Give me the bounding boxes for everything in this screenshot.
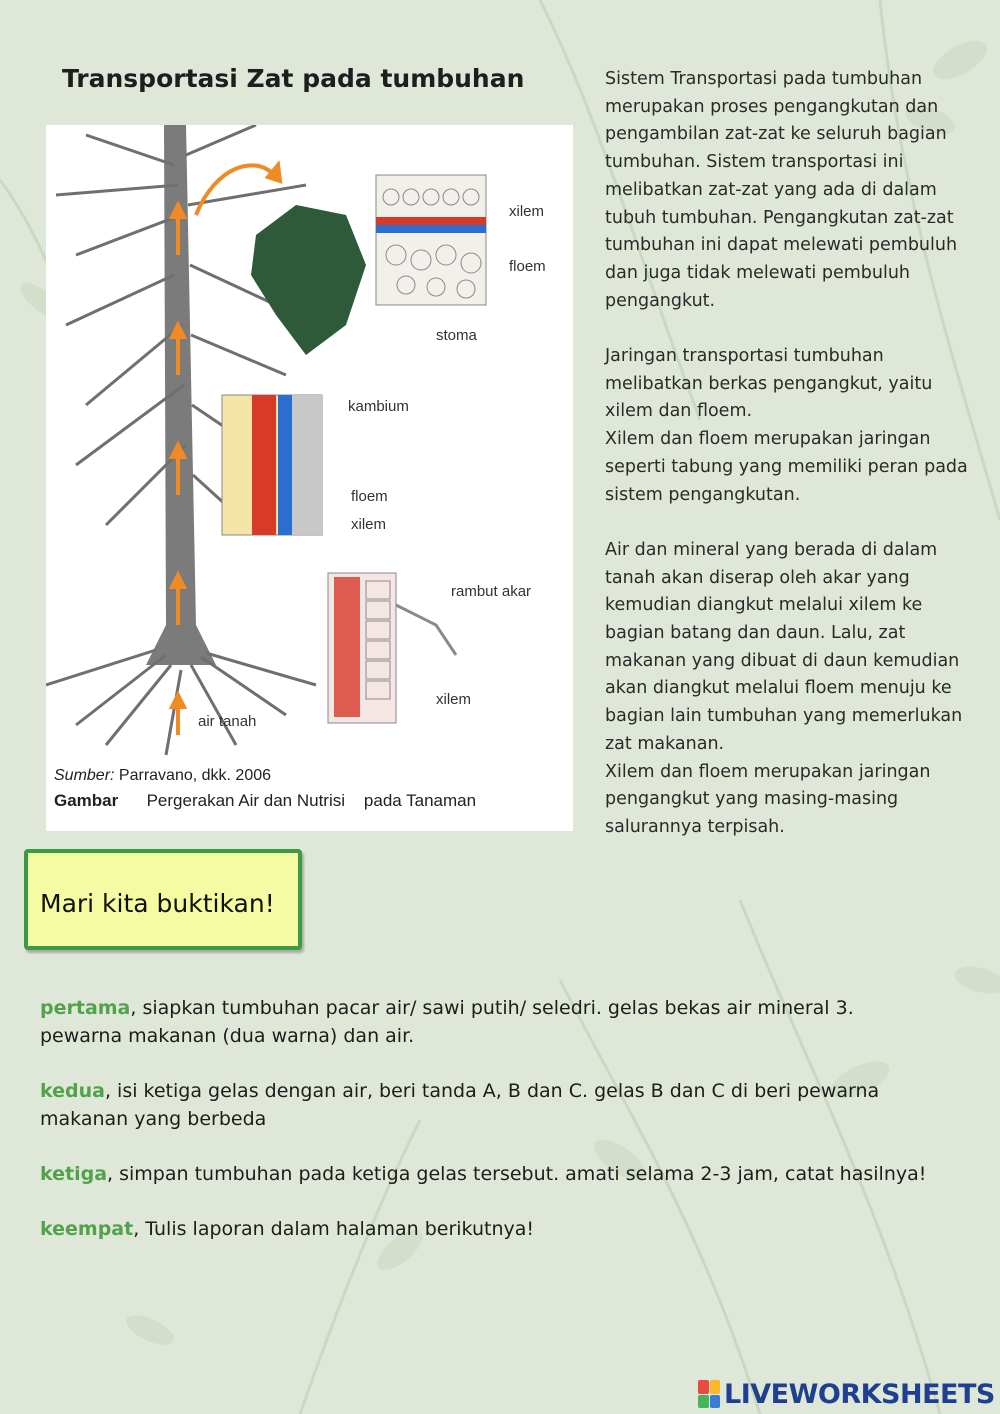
- step-3: ketiga, simpan tumbuhan pada ketiga gelas tersebut. amati selama 2-3 jam, catat hasilnya!: [40, 1163, 927, 1185]
- label-kambium: kambium: [348, 398, 409, 415]
- logo-badge-icon: [698, 1380, 720, 1408]
- callout-text: Mari kita buktikan!: [40, 889, 275, 918]
- label-floem-mid: floem: [351, 488, 388, 505]
- label-xilem-top: xilem: [509, 203, 545, 220]
- paragraph-2b: Xilem dan floem merupakan jaringan seperti tabung yang memiliki peran pada sistem pengangkutan.: [605, 429, 968, 505]
- tree-diagram: [46, 125, 573, 831]
- paragraph-3b: Xilem dan floem merupakan jaringan pengangkut yang masing-masing salurannya terpisah.: [605, 761, 931, 837]
- label-xilem-mid: xilem: [351, 516, 387, 533]
- step-2: kedua, isi ketiga gelas dengan air, beri tanda A, B dan C. gelas B dan C di beri pewarna makanan yang berbeda: [40, 1080, 880, 1130]
- instruction-steps: [40, 994, 940, 1270]
- page-title: Transportasi Zat pada tumbuhan: [62, 64, 525, 93]
- logo-text: LIVEWORKSHEETS: [724, 1378, 995, 1410]
- description-text: [605, 66, 970, 842]
- label-floem-top: floem: [509, 258, 546, 275]
- step-4: keempat, Tulis laporan dalam halaman berikutnya!: [40, 1218, 534, 1240]
- figure-caption: Gambar Pergerakan Air dan Nutrisi pada Tanaman: [54, 791, 477, 810]
- step-1: pertama, siapkan tumbuhan pacar air/ sawi putih/ seledri. gelas bekas air mineral 3. pewarna makanan (dua warna) dan air.: [40, 997, 854, 1047]
- label-rambut-akar: rambut akar: [451, 583, 532, 600]
- label-air-tanah: air tanah: [198, 713, 257, 730]
- paragraph-2a: Jaringan transportasi tumbuhan melibatkan berkas pengangkut, yaitu xilem dan floem.: [605, 346, 933, 422]
- leaf-cross-section: [376, 175, 486, 305]
- callout-box: [24, 849, 302, 950]
- liveworksheets-logo[interactable]: [698, 1377, 995, 1411]
- leaf-shape: [251, 205, 366, 355]
- figure-source: Sumber: Parravano, dkk. 2006: [54, 767, 272, 784]
- trunk-cross-section: [222, 395, 322, 535]
- label-stoma: stoma: [436, 327, 477, 344]
- plant-transport-figure: [46, 125, 573, 831]
- paragraph-1: Sistem Transportasi pada tumbuhan merupakan proses pengangkutan dan pengambilan zat-zat ke seluruh bagian tumbuhan. Sistem transportasi ini melibatkan zat-zat yang ada di dalam tubuh tumbuhan. Pengangkutan zat-zat tumbuhan ini dapat melewati pembuluh dan juga tidak melewati pembuluh pengangkut.: [605, 69, 958, 311]
- paragraph-3a: Air dan mineral yang berada di dalam tanah akan diserap oleh akar yang kemudian diangkut melalui xilem ke bagian batang dan daun. Lalu, zat makanan yang dibuat di daun kemudian akan diangkut melalui floem menuju ke bagian lain tumbuhan yang memerlukan zat makanan.: [605, 539, 963, 754]
- label-xilem-bottom: xilem: [436, 691, 472, 708]
